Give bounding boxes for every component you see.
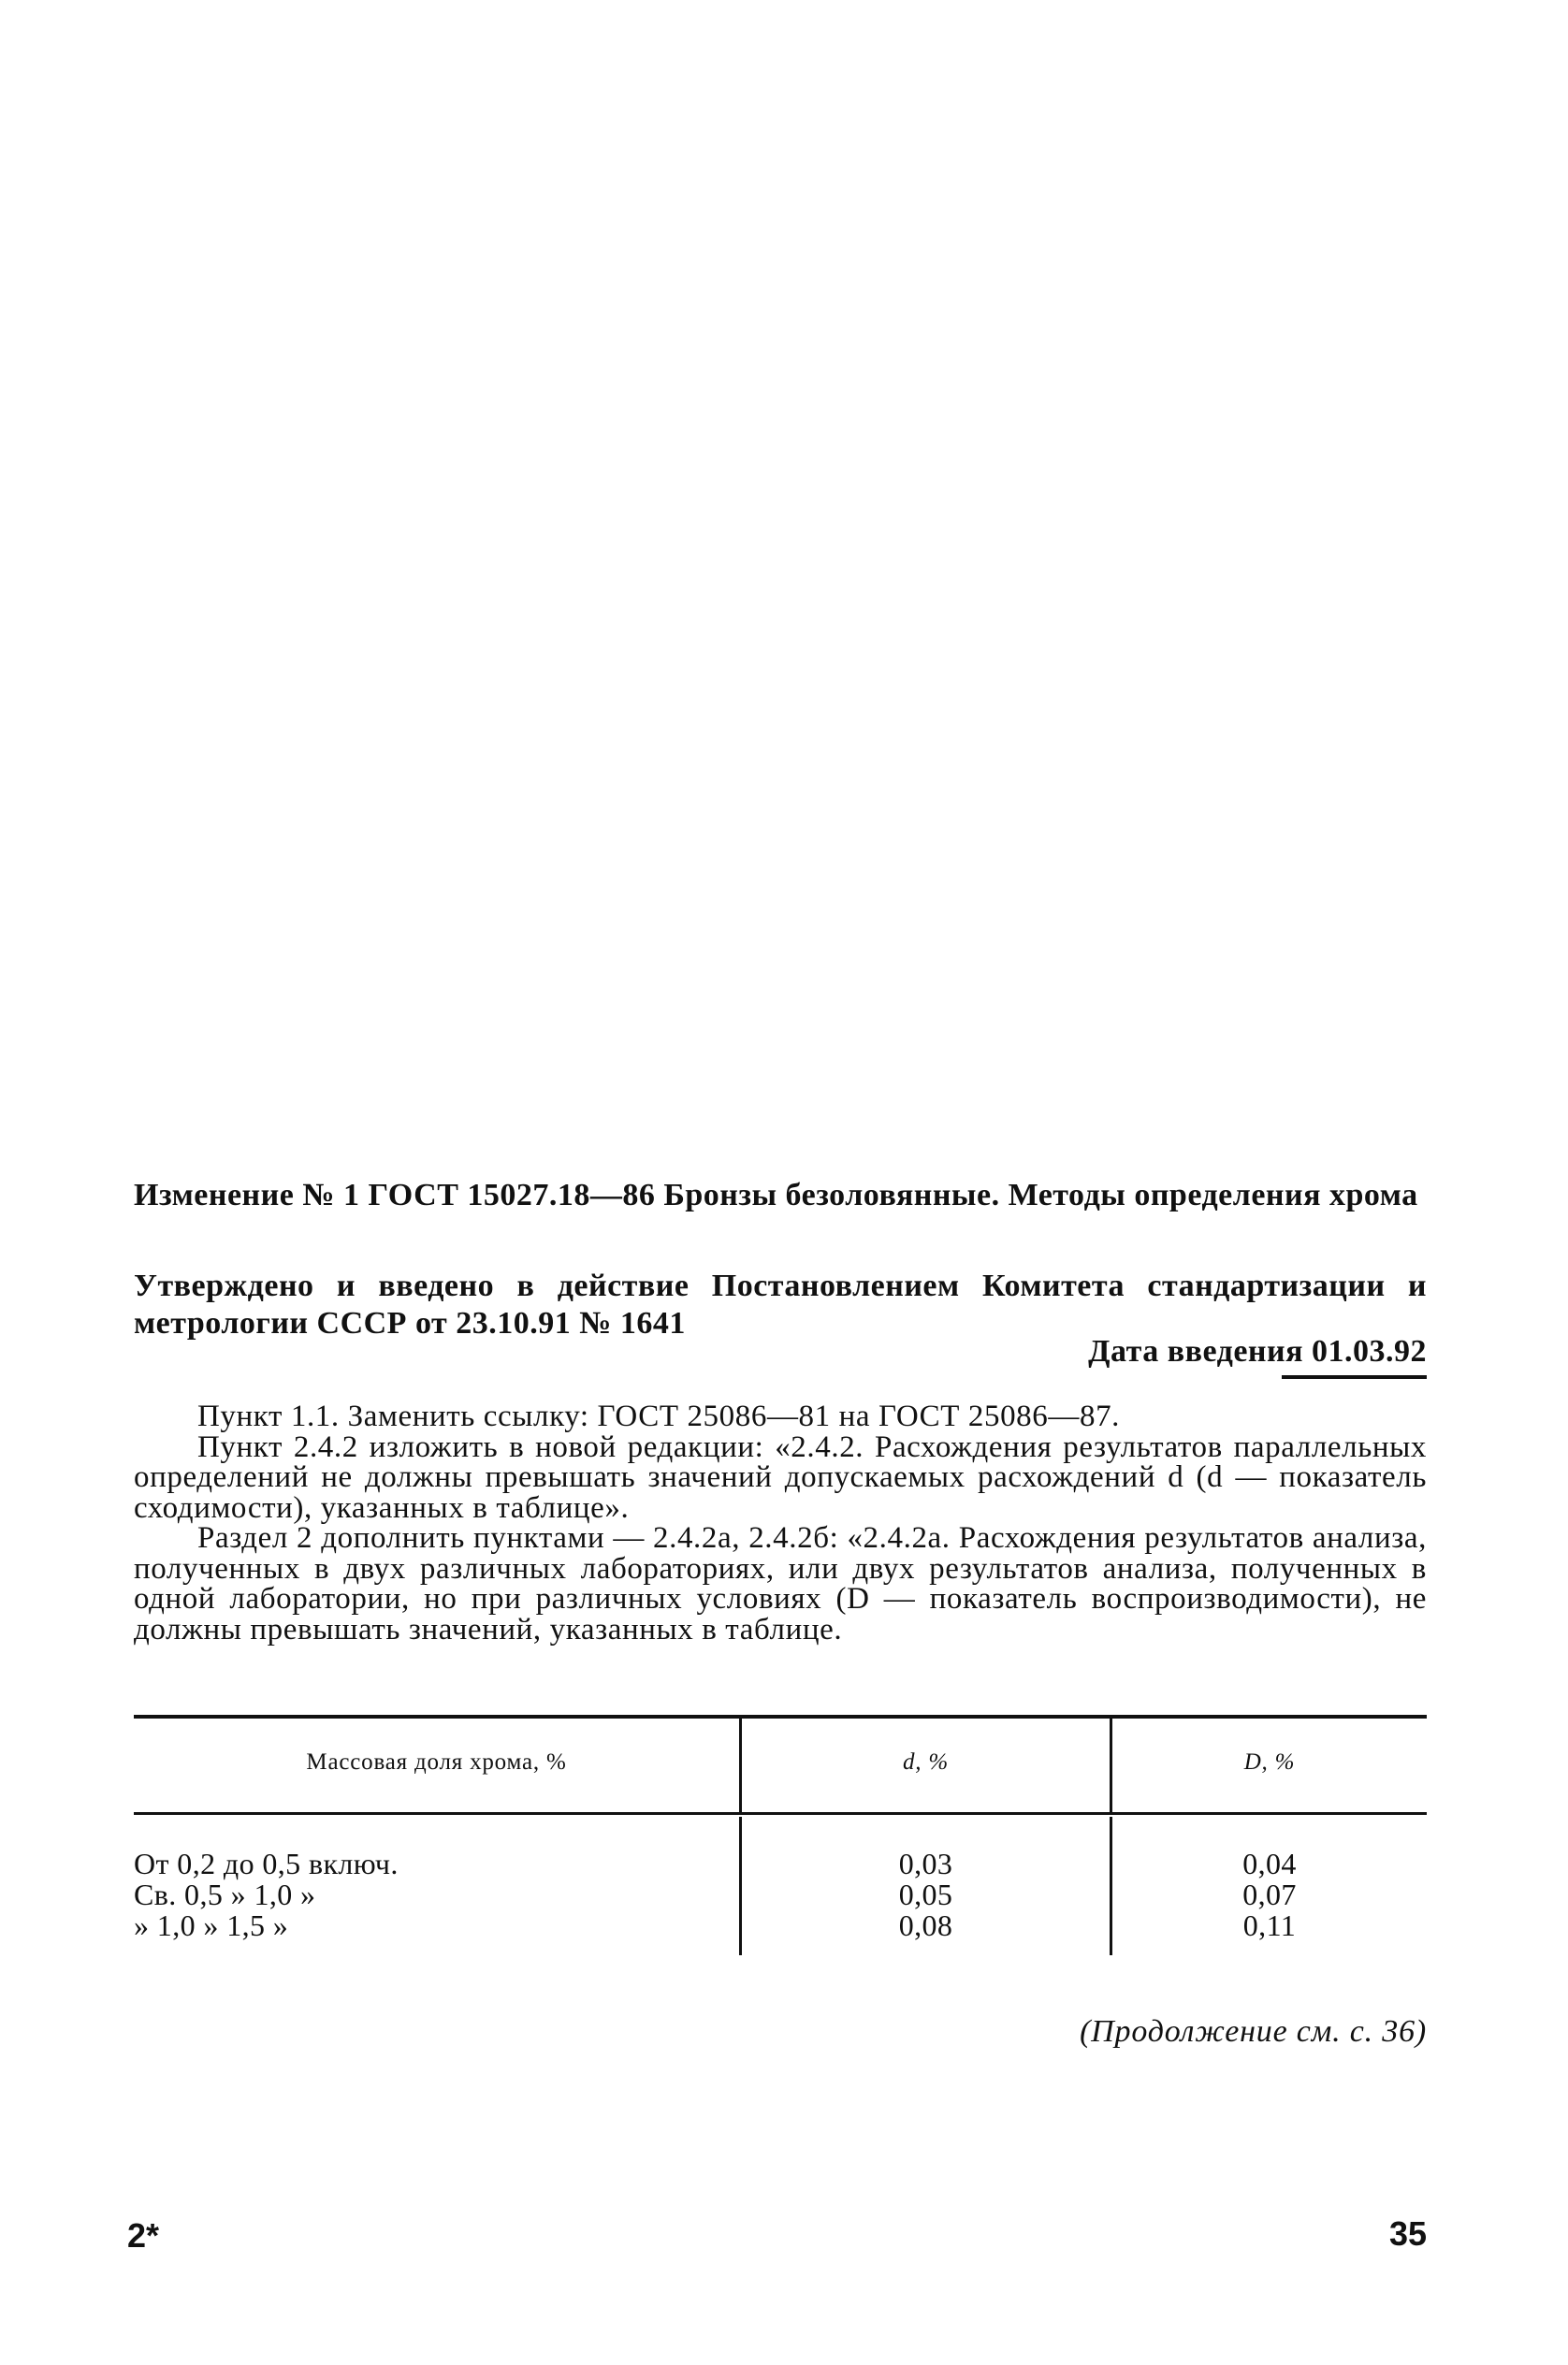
page-number: 35 bbox=[1388, 2214, 1427, 2253]
effective-date: Дата введения 01.03.92 bbox=[1088, 1334, 1427, 1369]
table-row-3-range: » 1,0 » 1,5 » bbox=[134, 1908, 289, 1942]
amendment-body bbox=[134, 1401, 1427, 1645]
column-header-d-text: d, % bbox=[902, 1749, 950, 1775]
column-header-d bbox=[742, 1748, 1110, 1777]
table-top-rule bbox=[134, 1715, 1427, 1719]
table-row-3-d: 0,08 bbox=[898, 1908, 953, 1942]
table-row-2-d: 0,05 bbox=[898, 1878, 953, 1911]
table-row-1-D: 0,04 bbox=[1242, 1847, 1297, 1880]
column-header-D-text: D, % bbox=[1243, 1749, 1296, 1775]
footer-signature-mark: 2* bbox=[127, 2216, 160, 2255]
table-header-rule bbox=[134, 1812, 1427, 1815]
paragraph-2: Пункт 2.4.2 изложить в новой редакции: «2.4.2. Расхождения результатов параллельных определений не должны превышать значений допускаемых расхождений d (d — показатель сходимости), указанных в таблице». bbox=[134, 1429, 1427, 1525]
continuation-note: (Продолжение см. с. 36) bbox=[1080, 2014, 1427, 2049]
table-row-3-D: 0,11 bbox=[1242, 1908, 1297, 1942]
table-row-1-range: От 0,2 до 0,5 включ. bbox=[134, 1847, 399, 1880]
paragraph-1: Пункт 1.1. Заменить ссылку: ГОСТ 25086—81 на ГОСТ 25086—87. bbox=[197, 1400, 1121, 1433]
column-header-mass-fraction: Массовая доля хрома, % bbox=[306, 1749, 567, 1775]
table-row-2-range: Св. 0,5 » 1,0 » bbox=[134, 1878, 316, 1911]
approval-statement: Утверждено и введено в действие Постановлением Комитета стандартизации и метрологии СССР от 23.10.91 № 1641 bbox=[134, 1269, 1427, 1341]
table-row-2-D: 0,07 bbox=[1242, 1878, 1297, 1911]
table-row-1-d: 0,03 bbox=[898, 1847, 953, 1880]
column-header-D bbox=[1112, 1748, 1427, 1777]
effective-date-underline bbox=[1282, 1375, 1427, 1379]
amendment-heading: Изменение № 1 ГОСТ 15027.18—86 Бронзы безоловянные. Методы определения хрома bbox=[134, 1178, 1418, 1212]
paragraph-3: Раздел 2 дополнить пунктами — 2.4.2а, 2.4.2б: «2.4.2а. Расхождения результатов анализа, полученных в двух различных лабораториях, или двух результатов анализа, полученных в одной лаборатории, но при различных условиях (D — показатель воспроизводимости), не должны превышать значений, указанных в таблице. bbox=[134, 1521, 1427, 1647]
